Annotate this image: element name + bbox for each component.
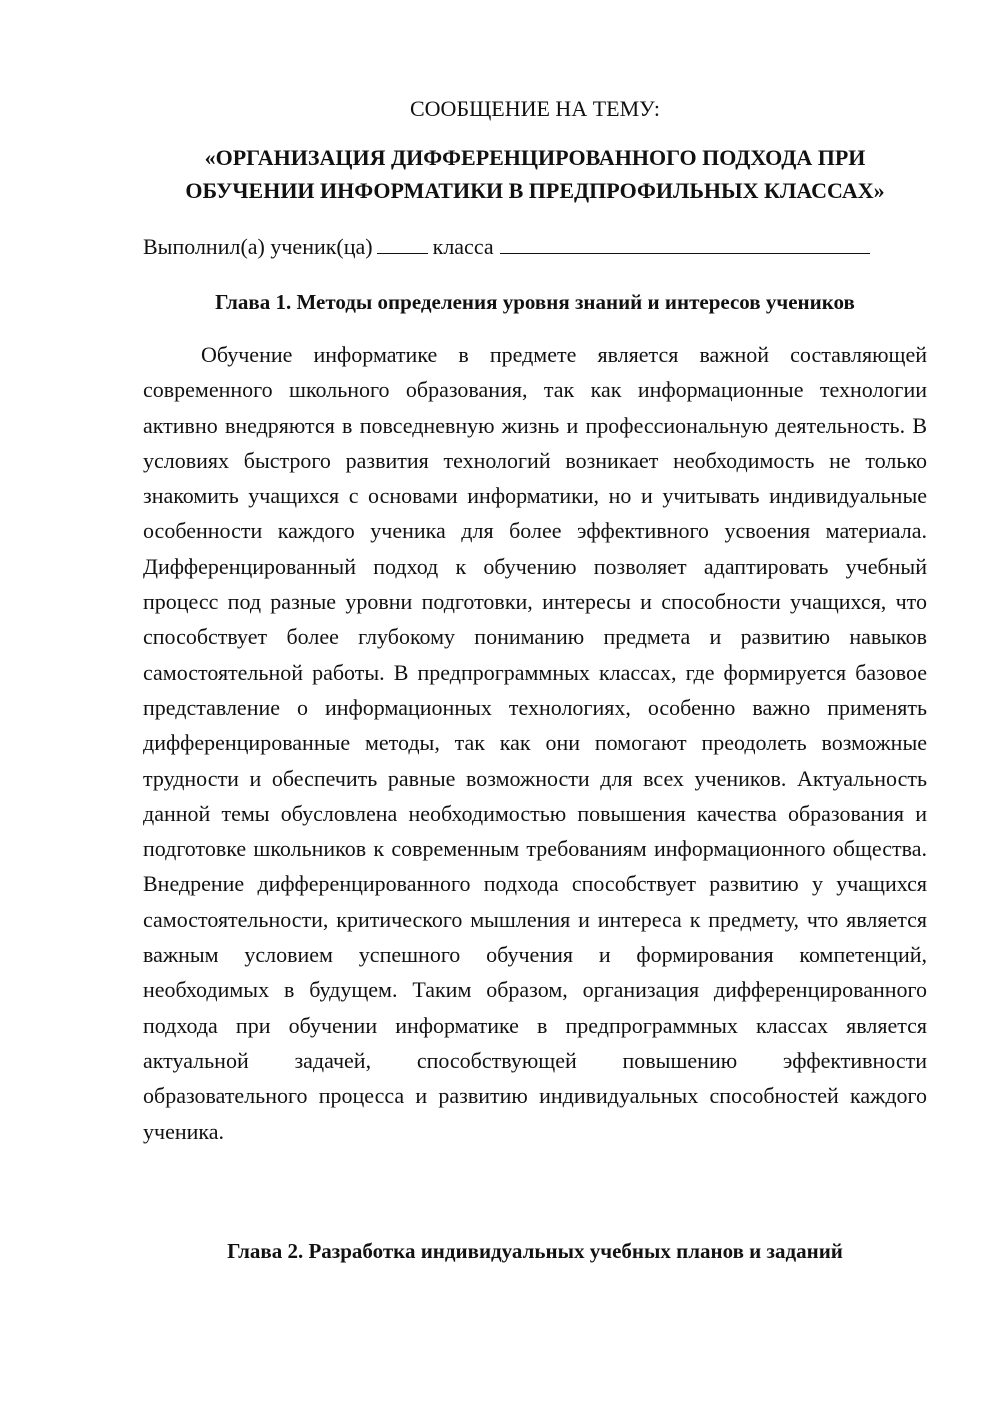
- author-prefix: Выполнил(а) ученик(ца): [143, 234, 373, 259]
- grade-blank-field[interactable]: [377, 231, 428, 254]
- document-title-line-1: «ОРГАНИЗАЦИЯ ДИФФЕРЕНЦИРОВАННОГО ПОДХОДА ПРИ: [204, 145, 866, 170]
- document-caption: СООБЩЕНИЕ НА ТЕМУ:: [410, 96, 660, 121]
- class-name-blank-field[interactable]: [500, 231, 870, 254]
- chapter-1-paragraph: Обучение информатике в предмете является важной составляющей современного школьного образования, так как информационные технологии активно внедряются в повседневную жизнь и профессиональную деятельность. В условиях быстрого развития технологий возникает необходимость не только знакомить учащихся с основами информатики, но и учитывать индивидуальные особенности каждого ученика для более эффективного усвоения материала. Дифференцированный подход к обучению позволяет адаптировать учебный процесс под разные уровни подготовки, интересы и способности учащихся, что способствует более глубокому пониманию предмета и развитию навыков самостоятельной работы. В предпрограммных классах, где формируется базовое представление о информационных технологиях, особенно важно применять дифференцированные методы, так как они помогают преодолеть возможные трудности и обеспечить равные возможности для всех учеников. Актуальность данной темы обусловлена необходимостью повышения качества образования и подготовке школьников к современным требованиям информационного общества. Внедрение дифференцированного подхода способствует развитию у учащихся самостоятельности, критического мышления и интереса к предмету, что является важным условием успешного обучения и формирования компетенций, необходимых в будущем. Таким образом, организация дифференцированного подхода при обучении информатике в предпрограммных классах является актуальной задачей, способствующей повышению эффективности образовательного процесса и развитию индивидуальных способностей каждого ученика.: [143, 342, 927, 1144]
- author-line: [143, 231, 870, 262]
- author-class-word: класса: [432, 234, 494, 259]
- chapter-2-heading: Глава 2. Разработка индивидуальных учебных планов и заданий: [227, 1239, 843, 1263]
- document-title-line-2: ОБУЧЕНИИ ИНФОРМАТИКИ В ПРЕДПРОФИЛЬНЫХ КЛАССАХ»: [185, 178, 885, 203]
- chapter-1-heading: Глава 1. Методы определения уровня знаний и интересов учеников: [215, 290, 855, 314]
